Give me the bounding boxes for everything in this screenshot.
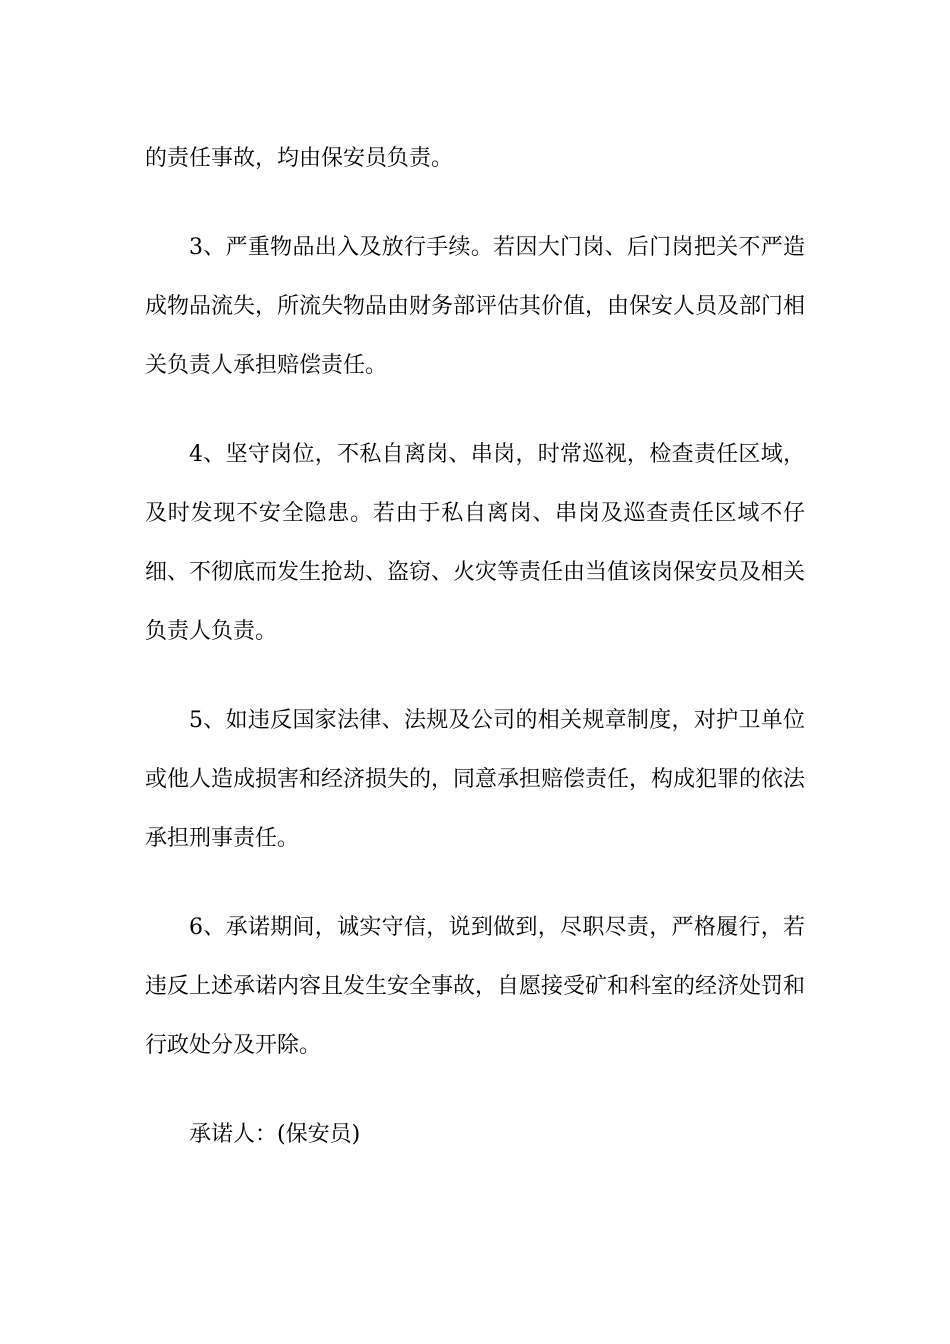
signature-line: 承诺人：(保安员)	[189, 1122, 361, 1147]
paragraph-item-6: 6、承诺期间，诚实守信，说到做到，尽职尽责，严格履行，若违反上述承诺内容且发生安全事故，自愿接受矿和科室的经济处罚和行政处分及开除。	[145, 915, 806, 1058]
paragraph-item-3: 3、严重物品出入及放行手续。若因大门岗、后门岗把关不严造成物品流失，所流失物品由财务部评估其价值，由保安人员及部门相关负责人承担赔偿责任。	[145, 235, 806, 378]
paragraph-continuation: 的责任事故，均由保安员负责。	[145, 146, 454, 171]
document-body	[145, 129, 805, 1164]
paragraph-item-4: 4、坚守岗位，不私自离岗、串岗，时常巡视，检查责任区域，及时发现不安全隐患。若由于私自离岗、串岗及巡查责任区域不仔细、不彻底而发生抢劫、盗窃、火灾等责任由当值该岗保安员及相关负责人负责。	[145, 442, 806, 644]
paragraph-item-5: 5、如违反国家法律、法规及公司的相关规章制度，对护卫单位或他人造成损害和经济损失的，同意承担赔偿责任，构成犯罪的依法承担刑事责任。	[145, 708, 806, 851]
